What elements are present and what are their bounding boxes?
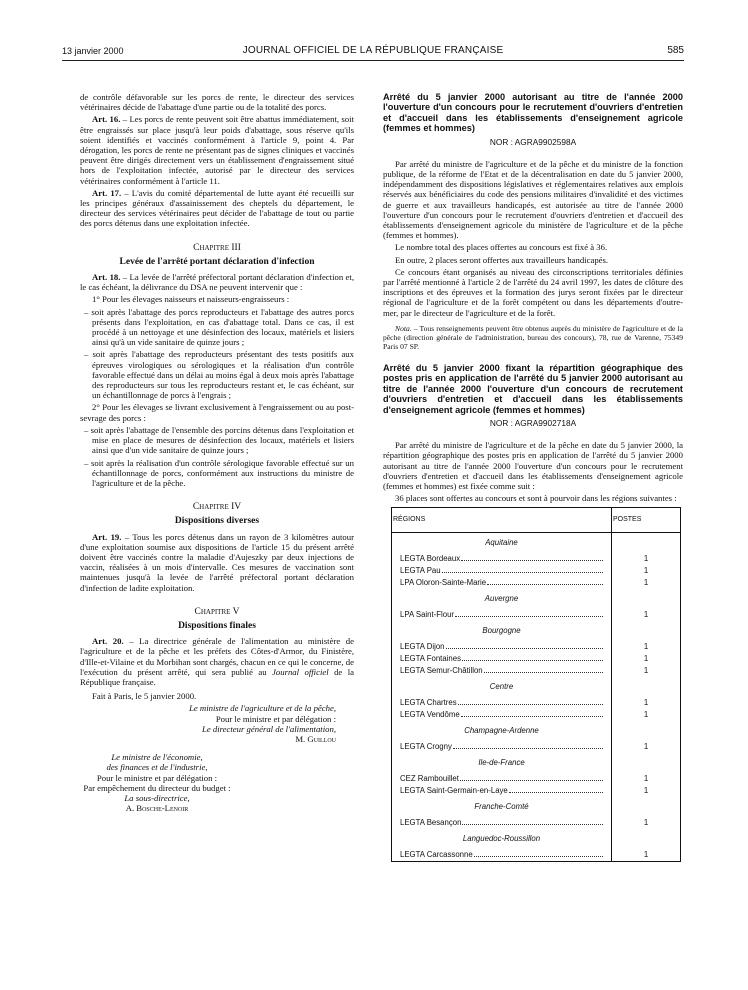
dot-leader <box>462 818 603 825</box>
region-row <box>392 677 681 697</box>
posts-count: 1 <box>612 565 681 577</box>
table-row <box>392 849 681 862</box>
list-item: – soit après l'abattage des porcs reproducteurs et l'abattage des autres porcs présents dans l'exploitation, en cas d'abattage total. Dans ce cas, il est procédé à un nettoyage et une désinfection des locaux, matériels et lisiers ainsi qu'à un vide sanitaire de quinze jours ; <box>84 306 354 348</box>
empty-cell <box>612 753 681 773</box>
header-date: 13 janvier 2000 <box>62 46 124 56</box>
list-item: 1° Pour les élevages naisseurs et naisseurs-engraisseurs : <box>92 294 290 305</box>
institution-cell <box>392 773 612 785</box>
posts-count: 1 <box>612 665 681 677</box>
posts-count: 1 <box>612 609 681 621</box>
region-name: Bourgogne <box>482 626 521 636</box>
dot-leader <box>474 850 603 857</box>
decree-title: Arrêté du 5 janvier 2000 autorisant au titre de l'année 2000 l'ouverture d'un concours pour le recrutement d'ouvriers d'entretien et d'accueil dans les établissements d'enseignement agricole (femmes et hommes) <box>383 92 683 134</box>
dot-leader <box>460 774 603 781</box>
table-row <box>392 697 681 709</box>
institution-cell <box>392 609 612 621</box>
table-row <box>392 565 681 577</box>
table-row <box>392 653 681 665</box>
table-row <box>392 773 681 785</box>
table-row <box>392 741 681 753</box>
empty-cell <box>612 829 681 849</box>
note-text: – Tous renseignements peuvent être obtenus auprès du ministère de l'agriculture et de la pêche (direction générale de l'administration, bureau des concours), 78, rue de Varenne, 75349 Paris 07 SP. <box>383 323 683 351</box>
posts-count: 1 <box>612 741 681 753</box>
dot-leader <box>453 742 603 749</box>
article-16 <box>80 114 354 185</box>
posts-count: 1 <box>612 785 681 797</box>
left-column <box>80 92 354 813</box>
institution-cell <box>392 785 612 797</box>
table-row <box>392 817 681 829</box>
chapter-title: Dispositions diverses <box>174 516 260 527</box>
region-row <box>392 829 681 849</box>
nor-reference: NOR : AGRA9902598A <box>489 136 577 147</box>
empty-cell <box>612 797 681 817</box>
signature-place-date: Fait à Paris, le 5 janvier 2000. <box>92 691 197 702</box>
table-row <box>392 785 681 797</box>
list-item: – soit après l'abattage des reproducteurs présentant des tests positifs aux épreuves virologiques ou sérologiques et la réalisation d'un contrôle favorable effectué dans un délai au moins égal à deux mois après l'abattage des reproducteurs sur tous les reproducteurs restant et, le cas échéant, sur un échantillonnage de porcs à l'engrais ; <box>84 349 354 401</box>
region-row <box>392 797 681 817</box>
note-label: Nota. <box>395 323 412 333</box>
article-19 <box>80 532 354 593</box>
table-body <box>392 533 681 862</box>
journal-name: Journal officiel <box>272 666 329 677</box>
article-label: Art. 20. <box>92 636 124 647</box>
chapter-title: Dispositions finales <box>178 620 256 631</box>
article-20 <box>80 636 354 687</box>
posts-count: 1 <box>612 697 681 709</box>
signature-line: Par empêchement du directeur du budget : <box>83 782 231 793</box>
empty-cell <box>612 533 681 554</box>
region-row <box>392 589 681 609</box>
table-row <box>392 553 681 565</box>
signature-line: Pour le ministre et par délégation : <box>215 713 336 724</box>
empty-cell <box>612 589 681 609</box>
institution-cell <box>392 665 612 677</box>
institution-name: LEGTA Saint-Germain-en-Laye <box>400 786 508 796</box>
region-name: Centre <box>489 682 514 692</box>
dot-leader <box>458 698 603 705</box>
region-name: Languedoc-Roussillon <box>462 834 541 844</box>
dot-leader <box>461 710 603 717</box>
region-name: Auvergne <box>484 594 519 604</box>
table-row <box>392 641 681 653</box>
paragraph: Par arrêté du ministre de l'agriculture et de la pêche en date du 5 janvier 2000, la répartition géographique des postes pris en application de l'arrêté du 5 janvier 2000 autorisant au titre de l'année 2000 l'ouverture d'un concours pour le recrutement d'ouvriers d'entretien et d'accueil dans les établissements d'enseignement agricole (femmes et hommes) est fixée comme suit : <box>383 440 683 491</box>
institution-cell <box>392 697 612 709</box>
nor-reference: NOR : AGRA9902718A <box>489 417 577 428</box>
institution-cell <box>392 709 612 721</box>
dot-leader <box>455 610 603 617</box>
institution-cell <box>392 849 612 862</box>
article-18 <box>80 272 354 292</box>
table-row <box>392 609 681 621</box>
dot-leader <box>462 654 603 661</box>
note <box>383 324 683 351</box>
institution-name: LEGTA Dijon <box>400 642 445 652</box>
signatory-title: des finances et de l'industrie, <box>106 762 208 773</box>
list-item: 2° Pour les élevages se livrant exclusivement à l'engraissement ou au post-sevrage des porcs : <box>80 402 354 423</box>
institution-name: CEZ Rambouillet <box>400 774 459 784</box>
empty-cell <box>612 721 681 741</box>
list-item: – soit après l'abattage de l'ensemble des porcins détenus dans l'exploitation et mise en place de mesures de désinfection des locaux, matériels et lisiers ainsi que d'un vide sanitaire de quinze jours ; <box>84 424 354 456</box>
signature-line: Pour le ministre et par délégation : <box>96 772 218 783</box>
region-row <box>392 533 681 554</box>
article-text: – Tous les porcs détenus dans un rayon de 3 kilomètres autour d'une exploitation soumise aux dispositions de l'article 15 du présent arrêté doivent être vaccinés contre la maladie d'Aujeszky par deux injections de vaccin, réalisées à un mois d'intervalle. Ces mesures de vaccination sont maintenues jusqu'à la levée de l'arrêté préfectoral portant déclaration d'infection de ladite exploitation. <box>80 531 354 593</box>
dot-leader <box>442 566 603 573</box>
article-text: – La levée de l'arrêté préfectoral portant déclaration d'infection et, le cas échéant, la délivrance du DSA ne peuvent intervenir que : <box>80 272 354 293</box>
paragraph: 36 places sont offertes au concours et sont à pourvoir dans les régions suivantes : <box>395 493 677 504</box>
posts-count: 1 <box>612 709 681 721</box>
region-name: Aquitaine <box>485 538 518 548</box>
signatory-title: Le ministre de l'économie, <box>111 752 203 763</box>
signatory-title: Le directeur général de l'alimentation, <box>202 723 336 734</box>
posts-count: 1 <box>612 773 681 785</box>
table-row <box>392 709 681 721</box>
institution-name: LEGTA Bordeaux <box>400 554 461 564</box>
posts-count: 1 <box>612 849 681 862</box>
paragraph: de contrôle défavorable sur les porcs de rente, le directeur des services vétérinaires décide de l'abattage d'une partie ou de la totalité des porcs. <box>80 92 354 113</box>
region-name: Franche-Comté <box>474 802 529 812</box>
paragraph: Par arrêté du ministre de l'agriculture et de la pêche et du ministre de la fonction publique, de la réforme de l'Etat et de la décentralisation en date du 5 janvier 2000, indépendamment des dispositions législatives et réglementaires relatives aux emplois réservés aux bénéficiaires du code des pensions militaires d'invalidité et des victimes de guerre et aux travailleurs handicapés, est autorisée au titre de l'année 2000 l'ouverture d'un concours pour le recrutement d'ouvriers d'entretien et d'accueil des établissements d'enseignement agricole du ministère de l'agriculture et de la pêche (femmes et hommes). <box>383 158 683 241</box>
dot-leader <box>461 554 603 561</box>
journal-title: JOURNAL OFFICIEL DE LA RÉPUBLIQUE FRANÇAISE <box>242 45 504 56</box>
chapter-heading: Chapitre IV <box>192 502 242 513</box>
list-item: – soit après la réalisation d'un contrôle sérologique favorable effectué sur un échantillonnage de porcs, conformément aux instructions du ministre de l'agriculture et de la pêche. <box>84 457 354 488</box>
region-row <box>392 753 681 773</box>
signatory-name: A. Bosche-Lenoir <box>125 803 189 814</box>
empty-cell <box>612 621 681 641</box>
paragraph: Le nombre total des places offertes au concours est fixé à 36. <box>395 242 608 253</box>
posts-count: 1 <box>612 817 681 829</box>
region-name: Ile-de-France <box>478 758 525 768</box>
signatory-title: La sous-directrice, <box>124 792 190 803</box>
chapter-title: Levée de l'arrêté portant déclaration d'infection <box>119 256 315 267</box>
article-text: – L'avis du comité départemental de lutte ayant été recueilli sur les principes généraux d'assainissement des cheptels du département, le directeur des services vétérinaires peut décider de l'abattage de tout ou partie des porcs détenus dans une exploitation infectée. <box>80 187 354 229</box>
dot-leader <box>487 578 603 585</box>
institution-cell <box>392 641 612 653</box>
article-label: Art. 18. <box>92 272 121 283</box>
table-row <box>392 665 681 677</box>
institution-name: LEGTA Crogny <box>400 742 452 752</box>
article-text: – La directrice générale de l'alimentation au ministère de l'agriculture et de la pêche et les préfets des Côtes-d'Armor, du Finistère, d'Ille-et-Vilaine et du Morbihan sont chargés, chacun en ce qui le concerne, de l'exécution du présent arrêté, qui sera publié au <box>80 636 354 677</box>
column-header-regions: RÉGIONS <box>392 508 612 533</box>
dot-leader <box>509 786 603 793</box>
dot-leader <box>446 642 604 649</box>
institution-name: LEGTA Vendôme <box>400 710 460 720</box>
article-label: Art. 19. <box>92 531 122 542</box>
institution-name: LEGTA Semur-Châtillon <box>400 666 483 676</box>
table-row <box>392 577 681 589</box>
regions-table <box>391 507 681 862</box>
institution-name: LEGTA Carcassonne <box>400 850 473 860</box>
posts-count: 1 <box>612 653 681 665</box>
institution-cell <box>392 741 612 753</box>
page-header <box>62 44 684 61</box>
column-header-postes: POSTES <box>612 508 681 533</box>
article-label: Art. 17. <box>92 187 122 198</box>
institution-name: LEGTA Pau <box>400 566 441 576</box>
institution-name: LEGTA Fontaines <box>400 654 461 664</box>
institution-cell <box>392 553 612 565</box>
institution-cell <box>392 565 612 577</box>
institution-name: LEGTA Besançon <box>400 818 462 828</box>
posts-count: 1 <box>612 553 681 565</box>
institution-name: LPA Saint-Flour <box>400 610 455 620</box>
article-text: – Les porcs de rente peuvent soit être abattus immédiatement, soit être engraissés sur place jusqu'à leur poids d'abattage, sous réserve qu'ils soient identifiés et vaccinés conformément à l'article 9, point 4. Par dérogation, les porcs de rente ne présentant pas de signes cliniques et vaccinés peuvent être dirigés directement vers un établissement d'engraissement situé hors de l'exploitation infectée, autorisé par le directeur des services vétérinaires conformément à l'article 11. <box>80 114 354 186</box>
page-number: 585 <box>667 45 684 56</box>
signatory-title: Le ministre de l'agriculture et de la pêche, <box>189 703 336 714</box>
region-row <box>392 721 681 741</box>
institution-cell <box>392 577 612 589</box>
posts-count: 1 <box>612 577 681 589</box>
region-name: Champagne-Ardenne <box>464 726 539 736</box>
paragraph: En outre, 2 places seront offertes aux travailleurs handicapés. <box>395 254 609 265</box>
article-17 <box>80 188 354 229</box>
decree-title: Arrêté du 5 janvier 2000 fixant la répartition géographique des postes pris en application de l'arrêté du 5 janvier 2000 autorisant au titre de l'année 2000 l'ouverture d'un concours de recrutement d'ouvriers d'entretien et d'accueil dans les établissements d'enseignement agricole (femmes et hommes) <box>383 362 683 415</box>
institution-cell <box>392 653 612 665</box>
empty-cell <box>612 677 681 697</box>
dot-leader <box>484 666 603 673</box>
signatory-name: M. Guillou <box>295 733 336 744</box>
chapter-heading: Chapitre III <box>193 242 241 253</box>
article-label: Art. 16. <box>92 114 121 125</box>
posts-count: 1 <box>612 641 681 653</box>
article-text: de la République française. <box>80 666 354 687</box>
right-column <box>383 92 683 862</box>
institution-cell <box>392 817 612 829</box>
chapter-heading: Chapitre V <box>194 606 240 617</box>
institution-name: LEGTA Chartres <box>400 698 457 708</box>
signature-block-2 <box>80 752 234 813</box>
region-row <box>392 621 681 641</box>
paragraph: Ce concours étant organisés au niveau des circonscriptions territoriales définies par l'arrêté mentionné à l'article 2 de l'arrêté du 24 avril 1997, les dates de clôture des inscriptions et des épreuves et la formation des jurys seront fixées par le directeur régional de l'agriculture et de la forêt compétent ou dans les départements d'outre-mer, par le directeur de l'agriculture et de la forêt. <box>383 266 683 318</box>
institution-name: LPA Oloron-Sainte-Marie <box>400 578 487 588</box>
signature-block-1 <box>80 703 354 744</box>
